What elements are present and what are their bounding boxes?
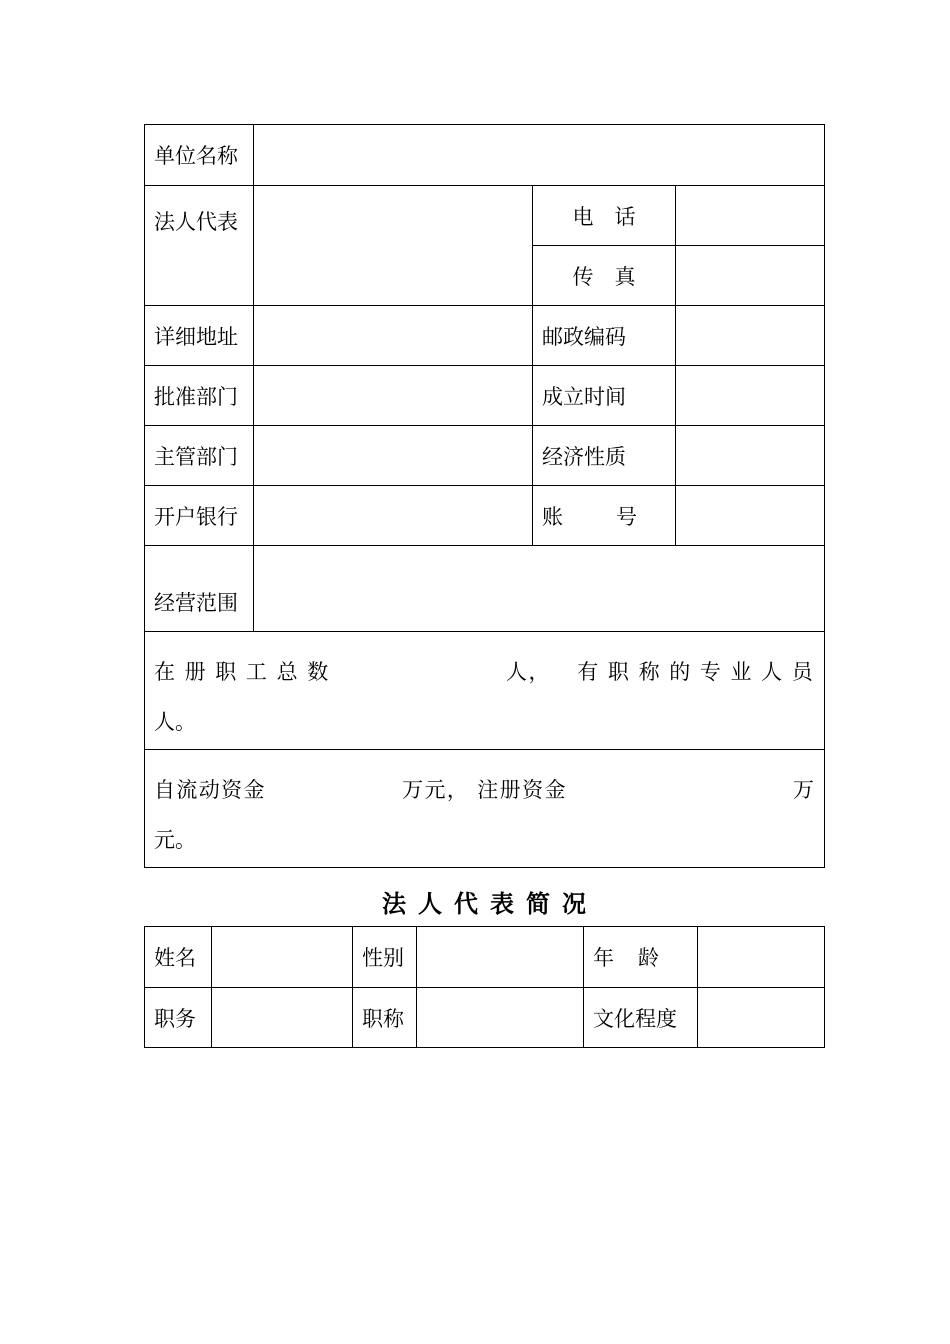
approval-dept-label: 批准部门: [145, 366, 254, 426]
supervisor-label: 主管部门: [145, 426, 254, 486]
address-field[interactable]: [254, 306, 533, 366]
scope-label: 经营范围: [145, 546, 254, 632]
ten-thousand-yuan-unit: 万元，: [402, 778, 470, 802]
unit-name-field[interactable]: [254, 125, 825, 186]
staff-word: 员: [791, 660, 814, 684]
staff-line-2: 人。: [154, 710, 196, 734]
funds-line-2: 元。: [154, 828, 196, 852]
econ-nature-field[interactable]: [676, 426, 825, 486]
legal-rep-table: [144, 926, 825, 1048]
staff-count-row: [145, 632, 825, 750]
title-field[interactable]: [417, 988, 584, 1048]
staff-word: 数: [307, 660, 330, 684]
phone-field[interactable]: [676, 186, 825, 246]
gender-field[interactable]: [417, 927, 584, 988]
phone-label: 电 话: [533, 186, 676, 246]
title-label: 职称: [353, 988, 417, 1048]
age-field[interactable]: [698, 927, 825, 988]
staff-word: 总: [276, 660, 300, 684]
staff-word: 的: [669, 660, 692, 684]
unit-name-label: 单位名称: [145, 125, 254, 186]
fax-field[interactable]: [676, 246, 825, 306]
unit-info-table: [144, 124, 825, 868]
staff-word: 册: [184, 660, 208, 684]
postcode-label: 邮政编码: [533, 306, 676, 366]
bank-field[interactable]: [254, 486, 533, 546]
section-title: 法人代表简况: [382, 889, 598, 918]
staff-word: 在: [154, 660, 177, 684]
name-label: 姓名: [145, 927, 212, 988]
education-label: 文化程度: [584, 988, 698, 1048]
staff-word: 职: [607, 660, 631, 684]
position-label: 职务: [145, 988, 212, 1048]
bank-label: 开户银行: [145, 486, 254, 546]
established-label: 成立时间: [533, 366, 676, 426]
fax-label: 传 真: [533, 246, 676, 306]
age-label: 年 龄: [584, 927, 698, 988]
staff-word: 工: [245, 660, 269, 684]
staff-word: 称: [638, 660, 662, 684]
postcode-field[interactable]: [676, 306, 825, 366]
address-label: 详细地址: [145, 306, 254, 366]
funds-row: [145, 750, 825, 868]
legal-rep-label: 法人代表: [145, 186, 254, 306]
position-field[interactable]: [212, 988, 353, 1048]
staff-word: 人: [761, 660, 784, 684]
education-field[interactable]: [698, 988, 825, 1048]
staff-word: 人，: [506, 660, 551, 684]
ten-thousand-unit: 万: [792, 778, 814, 802]
funds-line-1: [154, 765, 814, 815]
approval-dept-field[interactable]: [254, 366, 533, 426]
gender-label: 性别: [353, 927, 417, 988]
account-label: 账 号: [533, 486, 676, 546]
registered-capital-label: 注册资金: [477, 778, 567, 802]
staff-word: 专: [699, 660, 723, 684]
staff-word: 职: [215, 660, 238, 684]
staff-word: 业: [730, 660, 753, 684]
name-field[interactable]: [212, 927, 353, 988]
account-field[interactable]: [676, 486, 825, 546]
staff-line-1: [154, 647, 814, 697]
staff-word: 有: [577, 660, 600, 684]
econ-nature-label: 经济性质: [533, 426, 676, 486]
legal-rep-field[interactable]: [254, 186, 533, 306]
working-capital-label: 自流动资金: [154, 778, 266, 802]
scope-field[interactable]: [254, 546, 825, 632]
established-field[interactable]: [676, 366, 825, 426]
supervisor-field[interactable]: [254, 426, 533, 486]
